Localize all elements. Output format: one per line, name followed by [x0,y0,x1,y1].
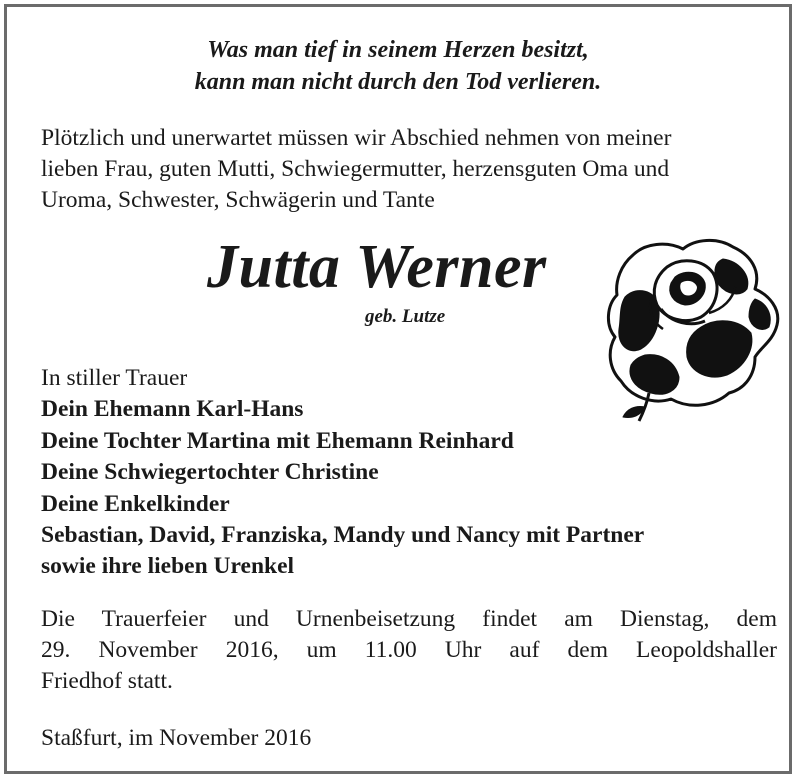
intro-line: Plötzlich und unerwartet müssen wir Abschied nehmen von meiner [41,125,672,151]
mourner-line: Deine Tochter Martina mit Ehemann Reinhard [41,427,514,454]
motto-line-1: Was man tief in seinem Herzen besitzt, [207,37,589,63]
mourner-line: sowie ihre lieben Urenkel [41,553,295,580]
mourners-list [41,363,781,583]
ceremony-text [41,604,777,697]
obituary-frame [4,4,792,774]
ceremony-line: Friedhof statt. [41,668,173,694]
mourners-intro: In stiller Trauer [41,365,188,391]
place-date: Staßfurt, im November 2016 [41,725,312,751]
mourner-line: Dein Ehemann Karl-Hans [41,396,304,423]
mourner-line: Deine Enkelkinder [41,490,230,517]
birth-name: geb. Lutze [365,306,446,327]
mourner-line: Deine Schwiegertochter Christine [41,459,379,486]
motto-line-2: kann man nicht durch den Tod verlieren. [194,69,602,95]
mourner-line: Sebastian, David, Franziska, Mandy und Nancy mit Partner [41,522,645,549]
intro-line: Uroma, Schwester, Schwägerin und Tante [41,187,435,213]
deceased-name: Jutta Werner [207,233,547,301]
intro-text [41,123,781,216]
intro-line: lieben Frau, guten Mutti, Schwiegermutter, herzensguten Oma und [41,156,670,182]
ceremony-line: 29. November 2016, um 11.00 Uhr auf dem Leopoldshaller [41,637,777,663]
ceremony-line: Die Trauerfeier und Urnenbeisetzung findet am Dienstag, dem [41,606,777,632]
